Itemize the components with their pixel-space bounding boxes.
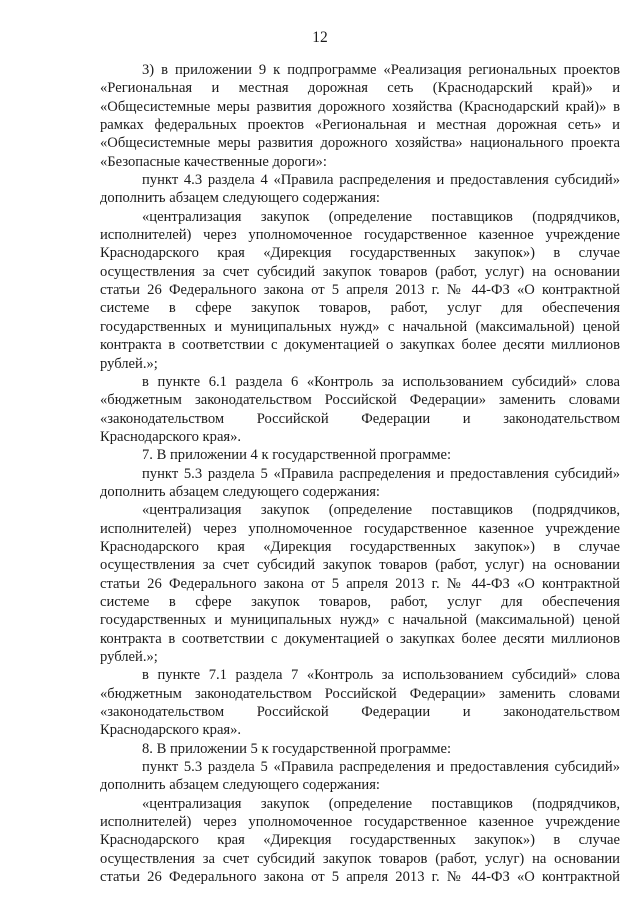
text-line: в пункте 7.1 раздела 7 «Контроль за использованием субсидий» слова — [142, 667, 620, 684]
text-line: 3) в приложении 9 к подпрограмме «Реализация региональных проектов — [142, 62, 620, 78]
text-line: «Общесистемные меры развития дорожного хозяйства» национального проекта — [100, 135, 620, 152]
text-line: рамках федеральных проектов «Региональная и местная дорожная сеть» и — [100, 117, 620, 134]
text-line: контракта в соответствии с документацией о закупках более десяти миллионов — [100, 337, 620, 354]
text-line: статьи 26 Федерального закона от 5 апреля 2013 г. № 44-ФЗ «О контрактной — [100, 575, 620, 592]
text-line: Краснодарского края «Дирекция государственных закупок») в случае — [100, 538, 620, 555]
text-line: государственных и муниципальных нужд» с начальной (максимальной) ценой — [100, 318, 620, 335]
text-line: осуществления за счет субсидий закупок товаров (работ, услуг) на основании — [100, 850, 620, 867]
document-body — [100, 61, 620, 886]
text-line: «бюджетным законодательством Российской Федерации» заменить словами — [100, 392, 620, 409]
text-line: «централизация закупок (определение поставщиков (подрядчиков, — [142, 795, 620, 812]
text-line: статьи 26 Федерального закона от 5 апреля 2013 г. № 44-ФЗ «О контрактной — [100, 869, 620, 886]
text-line: государственных и муниципальных нужд» с начальной (максимальной) ценой — [100, 612, 620, 629]
text-line: осуществления за счет субсидий закупок товаров (работ, услуг) на основании — [100, 557, 620, 574]
text-line: дополнить абзацем следующего содержания: — [100, 777, 380, 794]
text-line: Краснодарского края «Дирекция государственных закупок») в случае — [100, 245, 620, 262]
text-line: дополнить абзацем следующего содержания: — [100, 483, 380, 500]
text-line: контракта в соответствии с документацией о закупках более десяти миллионов — [100, 630, 620, 647]
text-line: рублей.»; — [100, 355, 158, 372]
text-line: «бюджетным законодательством Российской Федерации» заменить словами — [100, 685, 620, 702]
text-line: «централизация закупок (определение поставщиков (подрядчиков, — [142, 502, 620, 519]
text-line: «Региональная и местная дорожная сеть (Краснодарский край)» и — [100, 80, 620, 97]
text-line: «законодательством Российской Федерации и законодательством — [100, 410, 620, 427]
text-line: Краснодарского края». — [100, 428, 242, 445]
text-line: рублей.»; — [100, 649, 158, 665]
text-line: Краснодарского края «Дирекция государственных закупок») в случае — [100, 832, 620, 849]
text-line: пункт 5.3 раздела 5 «Правила распределения и предоставления субсидий» — [142, 465, 620, 482]
text-line: 8. В приложении 5 к государственной программе: — [142, 740, 452, 757]
text-line: Краснодарского края». — [100, 722, 242, 739]
text-line: дополнить абзацем следующего содержания: — [100, 190, 380, 207]
text-line: осуществления за счет субсидий закупок товаров (работ, услуг) на основании — [100, 263, 620, 280]
text-line: статьи 26 Федерального закона от 5 апреля 2013 г. № 44-ФЗ «О контрактной — [100, 282, 620, 299]
text-line: «Общесистемные меры развития дорожного хозяйства (Краснодарский край)» в — [100, 98, 620, 115]
text-line: исполнителей) через уполномоченное государственное казенное учреждение — [100, 227, 620, 244]
text-line: «законодательством Российской Федерации и законодательством — [100, 704, 620, 721]
text-line: пункт 5.3 раздела 5 «Правила распределения и предоставления субсидий» — [142, 759, 620, 776]
text-line: системе в сфере закупок товаров, работ, услуг для обеспечения — [100, 300, 620, 317]
text-line: исполнителей) через уполномоченное государственное казенное учреждение — [100, 520, 620, 537]
page-number: 12 — [312, 29, 328, 46]
text-line: 7. В приложении 4 к государственной программе: — [142, 447, 452, 464]
text-line: системе в сфере закупок товаров, работ, услуг для обеспечения — [100, 593, 620, 610]
text-line: исполнителей) через уполномоченное государственное казенное учреждение — [100, 814, 620, 831]
text-line: в пункте 6.1 раздела 6 «Контроль за использованием субсидий» слова — [142, 373, 620, 390]
text-line: «централизация закупок (определение поставщиков (подрядчиков, — [142, 208, 620, 225]
text-line: «Безопасные качественные дороги»: — [100, 153, 327, 170]
text-line: пункт 4.3 раздела 4 «Правила распределения и предоставления субсидий» — [142, 172, 620, 189]
